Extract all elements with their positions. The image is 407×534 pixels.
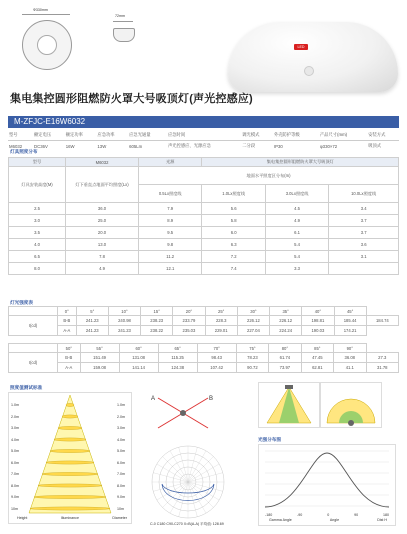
- curve-tick: 180: [382, 513, 389, 517]
- label-b: B: [209, 396, 214, 402]
- curve-tick: -180: [265, 513, 273, 517]
- illum-cell: 5.6: [202, 203, 265, 215]
- curve-axis-label: Dist H: [377, 518, 387, 522]
- curve-tick: 0: [327, 513, 330, 517]
- illum-cell: 8.0: [9, 263, 66, 275]
- intensity-value: 241.23: [76, 316, 108, 326]
- model-banner: M-ZFJC-E16W6032: [8, 116, 399, 128]
- illum-sub-header: 地面水平照度区分布(m): [139, 167, 399, 185]
- illum-cell: 12.1: [139, 263, 202, 275]
- angle-header: 50°: [58, 344, 81, 353]
- angle-header: 15°: [141, 307, 173, 316]
- illum-cell: 6.5: [9, 251, 66, 263]
- illum-cell: 3.4: [329, 203, 399, 215]
- angle-header: 90°: [334, 344, 366, 353]
- illum-cell: 6.0: [202, 227, 265, 239]
- intensity-value: 226.12: [270, 316, 302, 326]
- curve-axis-label: Angle: [329, 518, 340, 522]
- illum-col-height: 灯具安装高度(M): [9, 167, 66, 203]
- spec-header: 应急时间: [167, 132, 186, 137]
- intensity-value: 235.03: [173, 326, 205, 336]
- illum-dist-label: 光源: [139, 158, 202, 167]
- polar-spoke: [188, 482, 223, 491]
- spec-header: 应急光通量: [129, 132, 151, 137]
- illum-cell: 3.7: [329, 227, 399, 239]
- cone-height-label: 4.0m: [11, 437, 19, 442]
- illum-cell: 3.1: [329, 251, 399, 263]
- cone-level: [58, 426, 82, 429]
- cone-section-title: 照度值测试标准: [10, 385, 43, 390]
- intensity-value: 224.24: [270, 326, 302, 336]
- intensity-section-title: 灯光强度表: [10, 300, 33, 305]
- intensity-curve: [258, 444, 396, 526]
- illum-section-title: 灯具照度分布: [10, 149, 38, 154]
- cone-diameter-label: 4.0m: [117, 437, 125, 442]
- illum-cell: 8.9: [139, 215, 202, 227]
- cone-footer-label: Illuminance: [60, 516, 79, 520]
- intensity-table-2: [8, 343, 399, 373]
- curve-tick: -90: [297, 513, 303, 517]
- illum-cell: 7.4: [202, 263, 265, 275]
- polar-spoke: [153, 482, 188, 491]
- illum-cell: 5.4: [265, 251, 328, 263]
- intensity-value: 62.81: [301, 363, 333, 373]
- angle-header: 65°: [158, 344, 197, 353]
- cone-height-label: 10m: [11, 506, 18, 511]
- spec-header: 额定功率: [65, 132, 83, 137]
- polar-spoke: [179, 482, 188, 517]
- illum-cell: 3.3: [265, 263, 328, 275]
- illum-cell: 3.7: [329, 215, 399, 227]
- illum-cell: 6.3: [202, 239, 265, 251]
- illum-model-label: 型号: [9, 158, 66, 167]
- illum-cell: 13.0: [66, 239, 139, 251]
- illum-cell: 4.0: [9, 239, 66, 251]
- spec-value: M6032: [8, 141, 33, 152]
- illum-cell: 20.0: [66, 227, 139, 239]
- polar-chart: [150, 444, 226, 520]
- axis-direction-diagram: [148, 388, 218, 438]
- intensity-value: 151.49: [80, 353, 119, 363]
- intensity-value: 31.78: [366, 363, 399, 373]
- intensity-value: 240.98: [108, 316, 140, 326]
- intensity-value: 184.74: [366, 316, 398, 326]
- intensity-value: 61.74: [269, 353, 301, 363]
- spec-header: 调光模式: [242, 132, 260, 137]
- angle-header: 10°: [108, 307, 140, 316]
- illum-cell: 25.0: [66, 215, 139, 227]
- curve-tick: 90: [354, 513, 359, 517]
- illum-row: [9, 215, 399, 227]
- illum-row: [9, 239, 399, 251]
- illum-cell: [329, 263, 399, 275]
- cone-height-label: 3.0m: [11, 426, 19, 430]
- angle-header: 70°: [197, 344, 236, 353]
- curve-section-title: 光强分布图: [258, 437, 281, 442]
- cone-diameter-label: 1.0m: [117, 403, 125, 407]
- intensity-value: 185.44: [334, 316, 366, 326]
- illum-product-name: 集电集控圆形阻燃防火罩大号吸顶灯: [202, 158, 399, 167]
- illum-cell: 5.8: [202, 215, 265, 227]
- spec-value: 声光控感应、光源应急: [167, 141, 241, 152]
- intensity-value: 241.23: [76, 326, 108, 336]
- polar-spoke: [188, 447, 197, 482]
- illum-cell: 9.5: [139, 227, 202, 239]
- intensity-value: 238.22: [141, 326, 173, 336]
- illum-model-value: M6032: [66, 158, 139, 167]
- top-view-center: [37, 35, 57, 55]
- product-title: 集电集控圆形阻燃防火罩大号吸顶灯(声光控感应): [10, 93, 253, 105]
- illum-cell: 2.5: [9, 203, 66, 215]
- intensity-value: 124.38: [158, 363, 197, 373]
- cone-level: [34, 495, 106, 498]
- coverage-diagram: [258, 382, 320, 428]
- cone-height-label: 6.0m: [11, 460, 19, 465]
- intensity-corner-2: [9, 344, 58, 353]
- polar-spoke: [153, 473, 188, 482]
- illum-subcol: 1.0Lx照度线: [202, 185, 265, 203]
- polar-spoke: [188, 482, 197, 517]
- cone-diameter-label: 7.0m: [117, 472, 125, 476]
- intensity-value: 233.79: [173, 316, 205, 326]
- angle-header: 5°: [76, 307, 108, 316]
- cone-height-label: 7.0m: [11, 472, 19, 476]
- intensity-value: 241.23: [108, 326, 140, 336]
- illum-col-avg: 灯下垂直点地面平均照度(Lx): [66, 167, 139, 203]
- cone-level: [38, 484, 102, 487]
- spec-table: [8, 130, 399, 151]
- polar-spoke: [188, 473, 223, 482]
- illum-row: [9, 203, 399, 215]
- intensity-value: 228.3: [205, 316, 237, 326]
- intensity-row-label: B-B: [58, 353, 81, 363]
- illum-row: [9, 251, 399, 263]
- intensity-value: 78.23: [236, 353, 268, 363]
- illum-row: [9, 227, 399, 239]
- spec-header: 应急功率: [97, 132, 115, 137]
- illum-cell: 4.9: [66, 263, 139, 275]
- intensity-value: 73.97: [269, 363, 301, 373]
- curve-line: [265, 453, 389, 507]
- spec-value: IP30: [273, 141, 319, 152]
- angle-header: 30°: [237, 307, 269, 316]
- sensor-icon: [304, 66, 314, 76]
- intensity-row-label: A-A: [58, 363, 81, 373]
- angle-header: 45°: [334, 307, 366, 316]
- intensity-value: 115.25: [158, 353, 197, 363]
- intensity-value: 226.12: [237, 316, 269, 326]
- illum-subcol: 0.5Lx照度线: [139, 185, 202, 203]
- intensity-value: 238.23: [141, 316, 173, 326]
- illum-subcol: 10.0Lx照度线: [329, 185, 399, 203]
- cone-diameter-label: 10m: [117, 506, 124, 511]
- illum-cell: 7.8: [66, 251, 139, 263]
- cone-height-label: 9.0m: [11, 495, 19, 499]
- cone-footer-label: Diameter: [112, 516, 127, 520]
- illum-cell: 3.6: [329, 239, 399, 251]
- spec-value: 二分段: [241, 141, 273, 152]
- cone-level: [42, 472, 98, 475]
- cone-svg: [9, 393, 131, 523]
- illum-cell: 7.2: [202, 251, 265, 263]
- intensity-row-label: B-B: [58, 316, 77, 326]
- cone-diagram: [8, 392, 132, 524]
- intensity-value: 159.08: [80, 363, 119, 373]
- intensity-value: 36.08: [334, 353, 366, 363]
- angle-header: 35°: [270, 307, 302, 316]
- angle-header: 20°: [173, 307, 205, 316]
- spec-value: 16W: [65, 141, 97, 152]
- polar-caption: C-0 C180 C90-C270 X=B(A-A) 平均值: 128.69: [150, 522, 224, 526]
- illum-cell: 9.8: [139, 239, 202, 251]
- angle-header: 85°: [301, 344, 333, 353]
- intensity-value: 27.3: [366, 353, 399, 363]
- cone-diameter-label: 9.0m: [117, 495, 125, 499]
- illum-cell: 3.0: [9, 215, 66, 227]
- spec-header: 型号: [9, 132, 18, 137]
- illum-cell: 4.9: [265, 215, 328, 227]
- intensity-table-1: [8, 306, 399, 336]
- angle-header: 75°: [236, 344, 268, 353]
- intensity-value: 229.01: [205, 326, 237, 336]
- top-view-drawing: [22, 20, 72, 70]
- angle-header: 60°: [119, 344, 158, 353]
- illum-subcol: 3.0Lx照度线: [265, 185, 328, 203]
- intensity-value: 98.43: [197, 353, 236, 363]
- cone-diameter-label: 6.0m: [117, 460, 125, 465]
- intensity-value: 174.21: [334, 326, 366, 336]
- angle-header: 80°: [269, 344, 301, 353]
- intensity-value: 41.1: [334, 363, 366, 373]
- intensity-value: 141.14: [119, 363, 158, 373]
- cone-height-label: 2.0m: [11, 414, 19, 419]
- coverage-diagram-2: [320, 382, 382, 428]
- spec-value: 吸顶式: [367, 141, 399, 152]
- cone-diameter-label: 2.0m: [117, 414, 125, 419]
- lamp-dome: [228, 22, 398, 92]
- illum-cell: 6.1: [265, 227, 328, 239]
- cone-level: [30, 507, 110, 510]
- brand-logo-text: LED: [297, 45, 305, 49]
- spec-header: 外壳防护等级: [273, 132, 300, 137]
- spec-header: 安装方式: [368, 132, 386, 137]
- spec-value: DC36V: [33, 141, 65, 152]
- angle-header: 0°: [58, 307, 77, 316]
- cone-height-label: 5.0m: [11, 449, 19, 453]
- intensity-value: 107.42: [197, 363, 236, 373]
- illum-table: [8, 157, 399, 275]
- intensity-corner: [9, 307, 58, 316]
- cone-height-label: 1.0m: [11, 403, 19, 407]
- curve-axis-label: Gamma Angle: [269, 518, 292, 522]
- cone-level: [62, 415, 78, 418]
- angle-header: 55°: [80, 344, 119, 353]
- illum-cell: 5.4: [265, 239, 328, 251]
- illum-cell: 11.2: [139, 251, 202, 263]
- height-dimension-line: [113, 21, 133, 22]
- height-label: 72mm: [115, 14, 125, 18]
- intensity-value: 190.03: [302, 326, 334, 336]
- cone-level: [54, 438, 86, 441]
- cone-level: [46, 461, 94, 464]
- spec-value: 605Lm: [128, 141, 167, 152]
- intensity-value: 131.08: [119, 353, 158, 363]
- cone-diameter-label: 3.0m: [117, 426, 125, 430]
- intensity-value: 198.81: [302, 316, 334, 326]
- intensity-value: 227.04: [237, 326, 269, 336]
- illum-cell: 7.9: [139, 203, 202, 215]
- illum-row: [9, 263, 399, 275]
- intensity-unit-1: I(cd): [9, 316, 58, 336]
- cone-footer-label: Height: [17, 516, 28, 520]
- intensity-row-label: A-A: [58, 326, 77, 336]
- spec-value: φ330×72: [319, 141, 367, 152]
- angle-header: 40°: [302, 307, 334, 316]
- intensity-unit-2: I(cd): [9, 353, 58, 373]
- spec-header: 产品尺寸(mm): [319, 132, 348, 137]
- cone-diameter-label: 5.0m: [117, 449, 125, 453]
- side-view-drawing: [113, 28, 135, 42]
- cone-level: [50, 449, 90, 452]
- intensity-value: 47.45: [301, 353, 333, 363]
- cone-level: [66, 403, 74, 406]
- diameter-label: Φ330mm: [33, 8, 48, 12]
- intensity-value: 90.72: [236, 363, 268, 373]
- illum-cell: 4.5: [265, 203, 328, 215]
- diameter-dimension-line: [22, 14, 70, 15]
- product-image: [228, 14, 398, 94]
- polar-spoke: [179, 447, 188, 482]
- illum-cell: 36.0: [66, 203, 139, 215]
- label-a: A: [151, 396, 156, 402]
- illum-cell: 3.5: [9, 227, 66, 239]
- spec-header: 额定电压: [34, 132, 52, 137]
- spec-value: 13W: [96, 141, 128, 152]
- angle-header: 25°: [205, 307, 237, 316]
- cone-height-label: 8.0m: [11, 483, 19, 488]
- cone-diameter-label: 8.0m: [117, 483, 125, 488]
- brand-logo: [294, 44, 308, 50]
